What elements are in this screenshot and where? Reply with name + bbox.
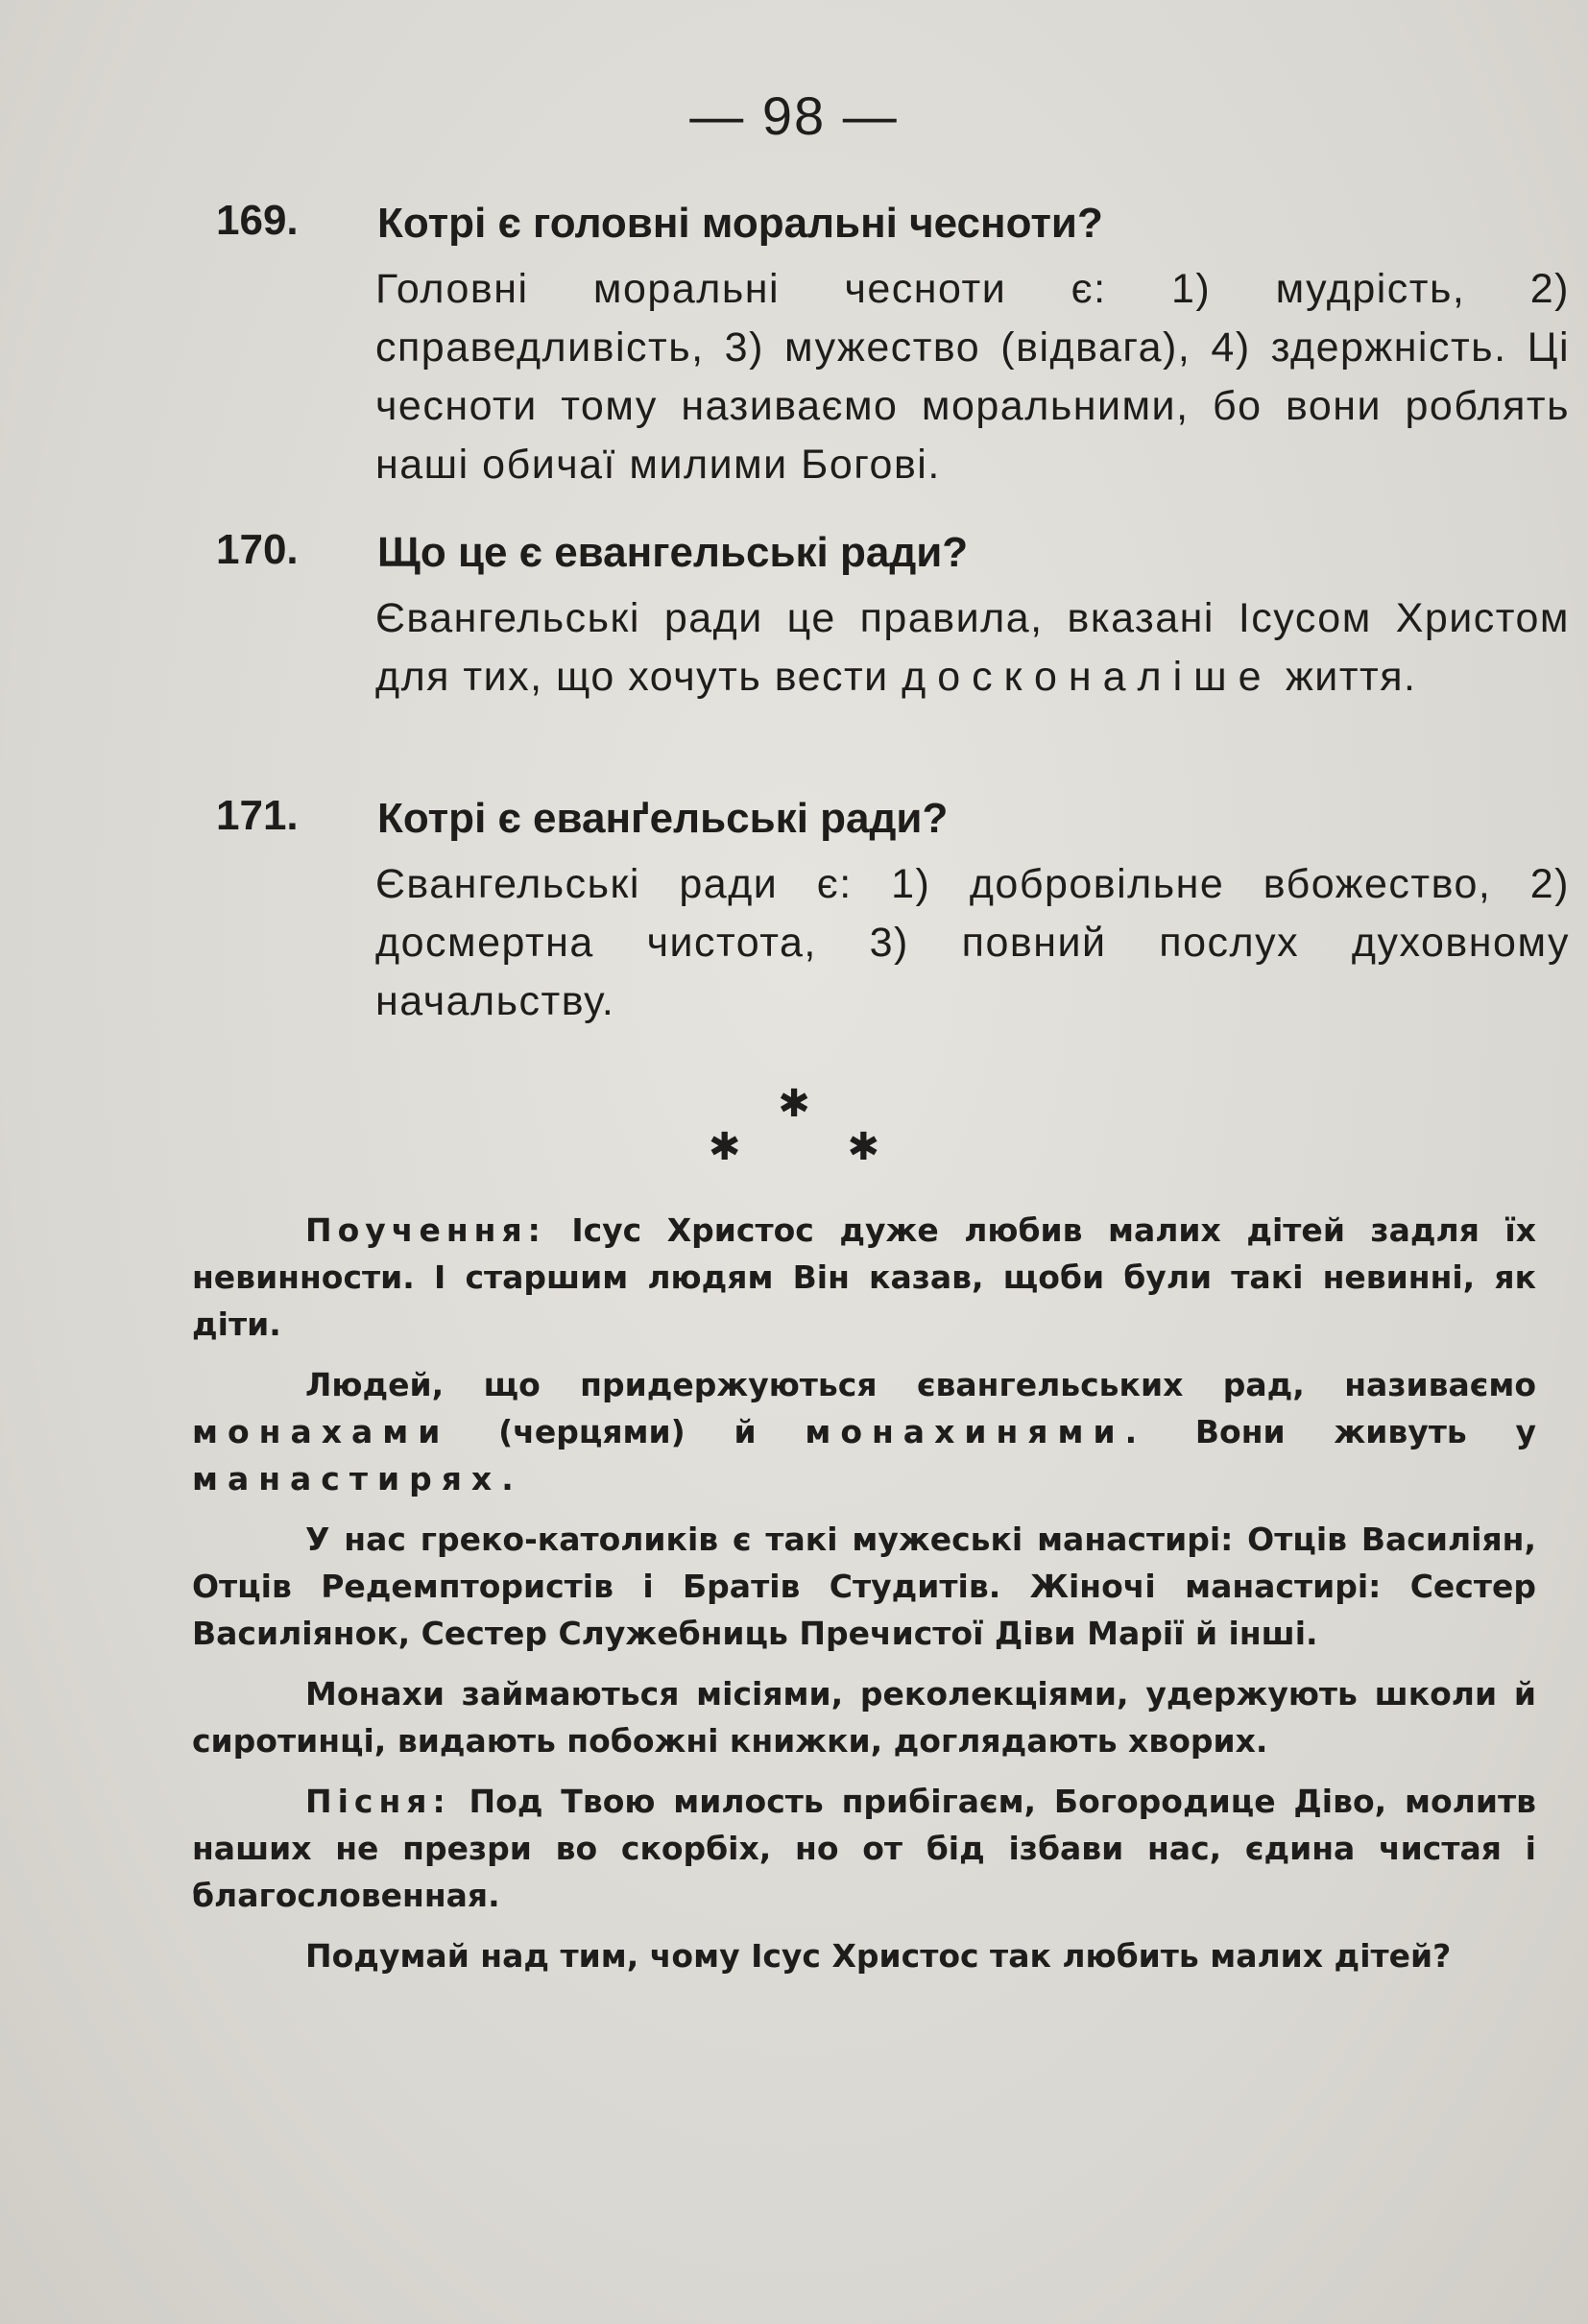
- lesson-text: Вони живуть у: [1194, 1413, 1536, 1450]
- page-number: — 98 —: [689, 85, 899, 146]
- answer-emphasis: досконаліше: [902, 654, 1273, 700]
- answer-part: Євангельські ради це правила, вказані Ісусом Христом для тих, що хочуть вести: [375, 595, 1570, 700]
- answer-text: Головні моральні чесноти є: 1) мудрість, 2) справедливість, 3) мужество (відвага), 4) здержність. Ці чесноти тому називаємо моральними, бо вони роблять наші обичаї милими Богові.: [375, 266, 1570, 488]
- question-text: Що це є евангельські ради?: [377, 529, 969, 576]
- lesson-term: монахинями.: [805, 1413, 1147, 1450]
- question-number: 169.: [216, 197, 299, 244]
- answer-text: Євангельські ради є: 1) добровільне вбожество, 2) досмертна чистота, 3) повний послух духовному начальству.: [375, 861, 1570, 1024]
- lesson-paragraph: Подумай над тим, чому Ісус Христос так любить малих дітей?: [305, 1937, 1452, 1975]
- lesson-paragraph: [192, 1361, 1536, 1502]
- lesson-label: Пісня:: [305, 1783, 451, 1820]
- lesson-paragraph: [192, 1778, 1536, 1919]
- lesson-paragraph: Монахи займаються місіями, реколекціями, удержують школи й сиротинці, видають побожні книжки, доглядають хворих.: [192, 1675, 1536, 1760]
- lesson-label: Поучення:: [305, 1211, 546, 1249]
- ornament-bottom: ✱ ✱: [708, 1126, 880, 1168]
- ornament-top: ✱: [778, 1083, 810, 1125]
- question-block-169: [216, 197, 1570, 494]
- question-block-170: [216, 526, 1570, 707]
- lesson-paragraph: У нас греко-католиків є такі мужеські манастирі: Отців Василіян, Отців Редемптористів і Братів Студитів. Жіночі манастирі: Сестер Василіянок, Сестер Служебниць Пречистої Діви Марії й інші.: [192, 1521, 1536, 1652]
- lesson-text: Ісус Христос дуже любив малих дітей задля їх невинности. І старшим людям Він казав, щоби були такі невинні, як діти.: [192, 1211, 1536, 1343]
- question-number: 171.: [216, 792, 299, 839]
- lesson-text: (черцями) й: [498, 1413, 757, 1450]
- answer-part: життя.: [1286, 654, 1417, 700]
- lesson-paragraph: [192, 1207, 1536, 1348]
- lesson-term: манастирях.: [192, 1460, 523, 1497]
- question-block-171: [216, 792, 1570, 1031]
- question-text: Котрі є головні моральні чесноти?: [377, 200, 1103, 247]
- question-number: 170.: [216, 526, 299, 573]
- lesson-text: Под Твою милость прибігаєм, Богородице Діво, молитв наших не презри во скорбіх, но от бід ізбави нас, єдина чистая і благословенная.: [192, 1783, 1536, 1914]
- question-text: Котрі є еванґельські ради?: [377, 795, 949, 842]
- lesson-text: Людей, що придержуються євангельських рад, називаємо: [305, 1366, 1536, 1403]
- lesson-term: монахами: [192, 1413, 450, 1450]
- answer-text: [375, 589, 1570, 707]
- lesson-section: [192, 1207, 1536, 1993]
